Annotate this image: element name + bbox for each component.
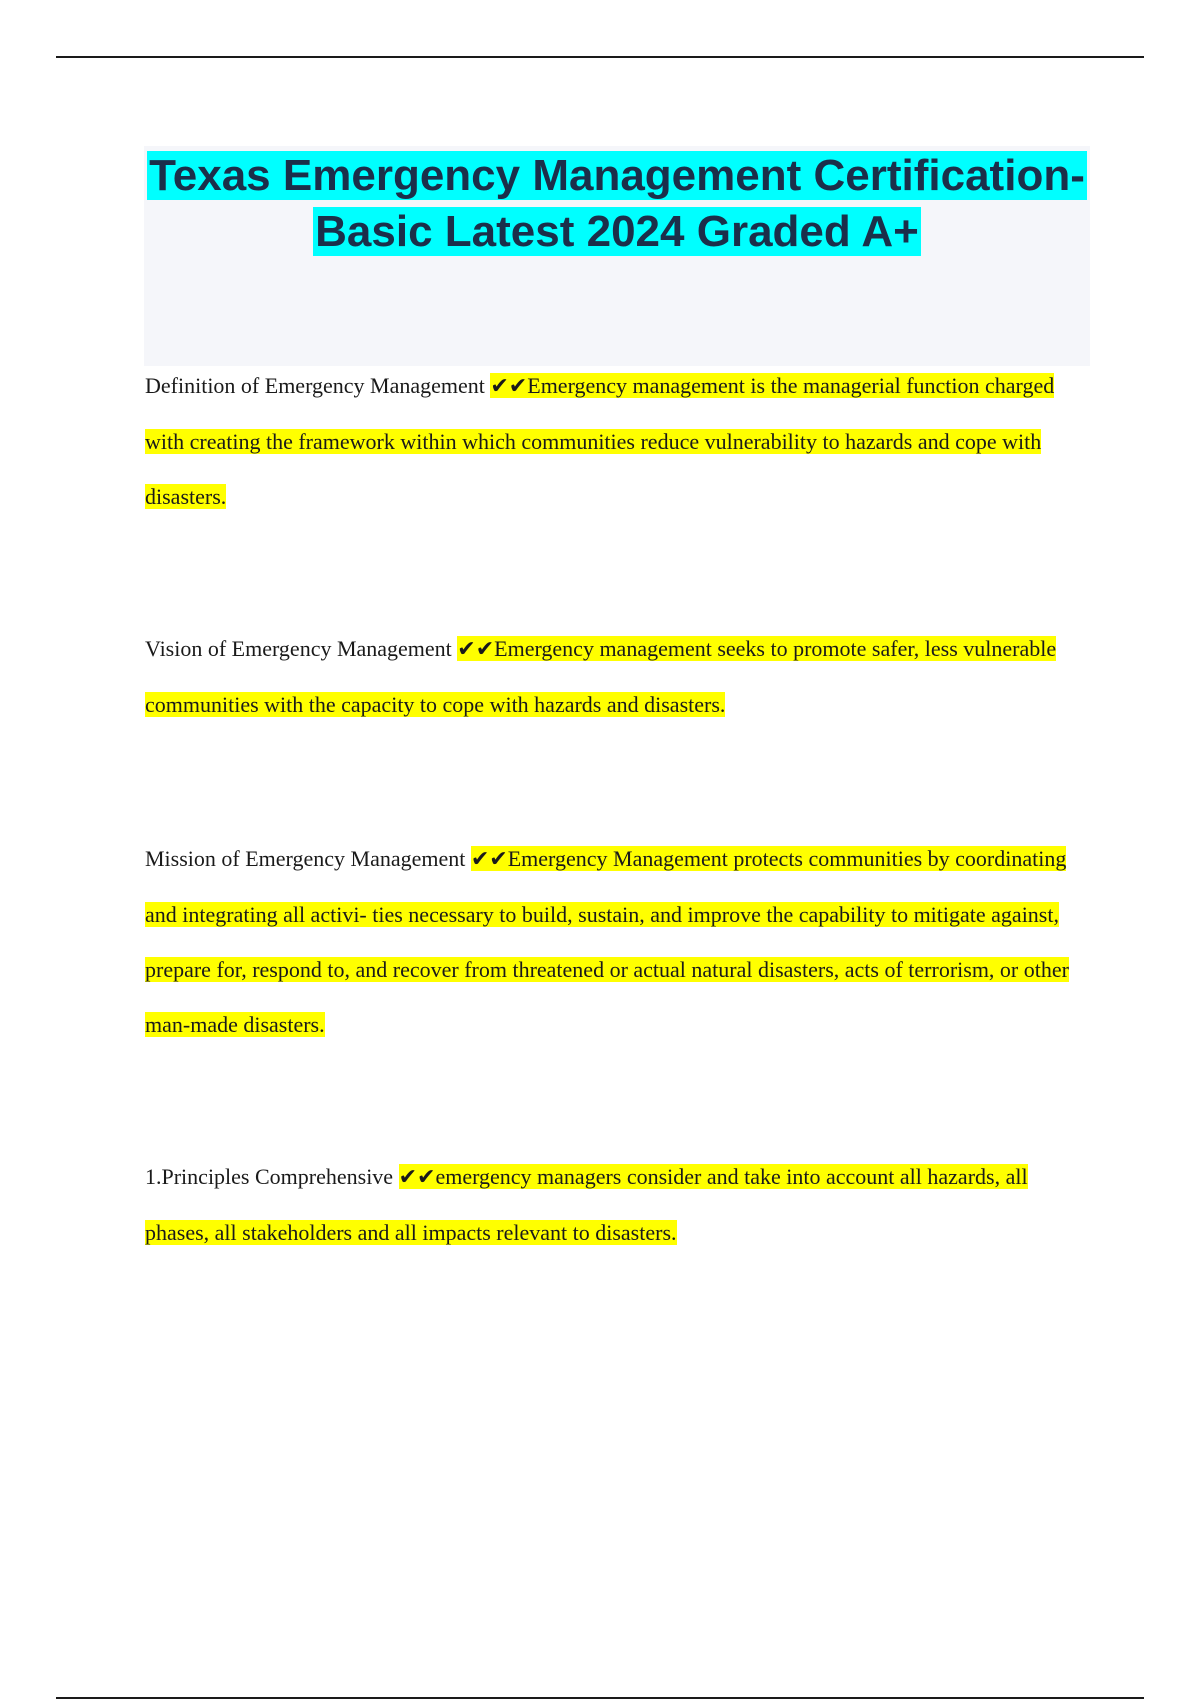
entry-answer-highlight — [145, 846, 1069, 1037]
double-check-icon: ✔✔ — [398, 1165, 436, 1190]
qa-entry-principles-comprehensive — [145, 1149, 1090, 1260]
qa-entry-definition — [145, 358, 1090, 524]
entry-term: Vision of Emergency Management — [145, 636, 452, 661]
document-title — [144, 146, 1090, 260]
double-check-icon: ✔✔ — [457, 637, 495, 662]
title-block — [144, 146, 1090, 366]
double-check-icon: ✔✔ — [470, 847, 508, 872]
qa-entry-mission — [145, 831, 1090, 1052]
entry-term: Mission of Emergency Management — [145, 846, 466, 871]
bottom-rule — [56, 1697, 1144, 1699]
entry-answer: Emergency management seeks to promote safer, less vulnerable communities with the capacity to cope with hazards and disasters. — [145, 636, 1057, 717]
qa-entry-vision — [145, 621, 1090, 732]
entry-term: Definition of Emergency Management — [145, 373, 485, 398]
top-rule — [56, 56, 1144, 58]
double-check-icon: ✔✔ — [490, 374, 528, 399]
entry-answer: emergency managers consider and take into account all hazards, all phases, all stakeholders and all impacts relevant to disasters. — [145, 1164, 1028, 1245]
entry-term: 1.Principles Comprehensive — [145, 1164, 394, 1189]
entry-answer: Emergency Management protects communities by coordinating and integrating all activi- ties necessary to build, sustain, and improve the capability to mitigate against, prepare for, respond to, and recover from threatened or actual natural disasters, acts of terrorism, or other man-made disasters. — [145, 846, 1069, 1037]
title-highlight: Texas Emergency Management Certification-Basic Latest 2024 Graded A+ — [149, 151, 1085, 256]
entry-answer: Emergency management is the managerial function charged with creating the framework within which communities reduce vulnerability to hazards and cope with disasters. — [145, 373, 1055, 509]
